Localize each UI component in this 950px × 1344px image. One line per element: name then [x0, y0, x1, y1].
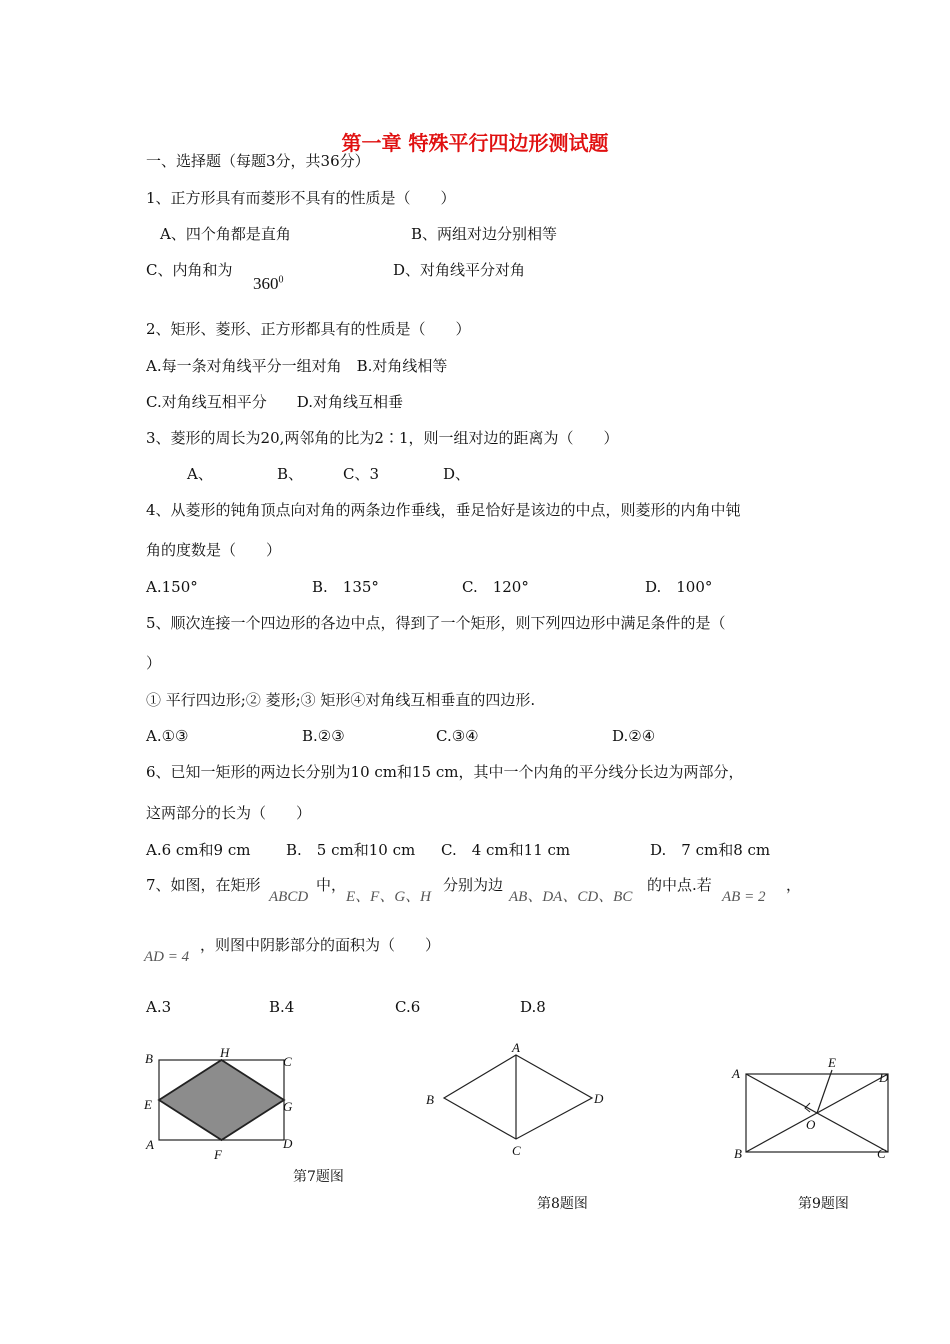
- q1-option-a: A、四个角都是直角: [160, 225, 291, 243]
- fig7-label-e: E: [144, 1097, 152, 1112]
- q6-stem-line1: 6、已知一矩形的两边长分别为10 cm和15 cm，其中一个内角的平分线分长边为两部分，: [146, 763, 744, 781]
- figure-7: [140, 1040, 310, 1165]
- fig7-label-g: G: [283, 1099, 293, 1114]
- q3-option-d: D、: [443, 465, 471, 483]
- q7-stem-part3: 分别为边: [443, 876, 504, 894]
- q4-option-a: A.150°: [146, 578, 198, 596]
- q2-stem: 2、矩形、菱形、正方形都具有的性质是（ ）: [146, 320, 471, 338]
- q5-option-c: C.③④: [436, 727, 479, 745]
- fig8-label-d: D: [594, 1091, 604, 1106]
- q7-option-d: D.8: [520, 998, 546, 1016]
- fig7-label-d: D: [283, 1136, 293, 1151]
- q7-stem-part5: ，: [786, 876, 802, 894]
- q5-option-b: B.②③: [302, 727, 345, 745]
- q5-option-a: A.①③: [146, 727, 189, 745]
- q5-conditions: ① 平行四边形;② 菱形;③ 矩形④对角线互相垂直的四边形.: [146, 691, 536, 709]
- q5-stem-line1: 5、顺次连接一个四边形的各边中点，得到了一个矩形，则下列四边形中满足条件的是（: [146, 614, 726, 632]
- q6-option-b: B. 5 cm和10 cm: [286, 841, 416, 859]
- q6-option-d: D. 7 cm和8 cm: [650, 841, 771, 859]
- fig7-label-b: B: [145, 1051, 153, 1066]
- figure-9: [728, 1055, 898, 1165]
- fig8-rhombus: [444, 1055, 592, 1139]
- fig9-label-b: B: [734, 1146, 742, 1161]
- q6-option-a: A.6 cm和9 cm: [146, 841, 251, 859]
- fig7-label-h: H: [220, 1045, 230, 1060]
- fig7-label-f: F: [214, 1147, 222, 1162]
- fig9-label-c: C: [877, 1146, 886, 1161]
- q1-option-b: B、两组对边分别相等: [411, 225, 558, 243]
- q1-option-d: D、对角线平分对角: [393, 261, 526, 279]
- figure-8: [420, 1035, 620, 1160]
- q7-option-b: B.4: [269, 998, 295, 1016]
- fig9-caption: 第9题图: [798, 1196, 849, 1212]
- q7-stem-part4: 的中点.若: [647, 876, 712, 894]
- q7-math-abcd: ABCD: [269, 889, 309, 905]
- fig8-label-b: B: [426, 1092, 434, 1107]
- fig7-caption: 第7题图: [293, 1169, 344, 1185]
- q6-option-c: C. 4 cm和11 cm: [441, 841, 571, 859]
- fig7-label-c: C: [283, 1054, 292, 1069]
- q2-options-cd: C.对角线互相平分 D.对角线互相垂: [146, 393, 403, 411]
- fig7-shaded-rhombus: [159, 1060, 284, 1140]
- q4-option-d: D. 100°: [645, 578, 713, 596]
- q7-stem-part6: ，则图中阴影部分的面积为（ ）: [200, 936, 441, 954]
- fig9-label-o: O: [806, 1117, 816, 1132]
- q4-option-c: C. 120°: [462, 578, 529, 596]
- fig8-label-c: C: [512, 1143, 521, 1158]
- q1-option-c: C、内角和为: [146, 261, 233, 279]
- q1-stem: 1、正方形具有而菱形不具有的性质是（ ）: [146, 189, 456, 207]
- q3-option-c: C、3: [343, 465, 380, 483]
- q4-stem-line2: 角的度数是（ ）: [146, 541, 282, 559]
- q7-option-a: A.3: [146, 998, 172, 1016]
- fig9-label-e: E: [828, 1055, 836, 1070]
- q7-math-midpoints: E、F、G、H: [346, 889, 431, 905]
- q3-stem: 3、菱形的周长为20,两邻角的比为2∶1，则一组对边的距离为（ ）: [146, 429, 619, 447]
- q7-math-ab: AB = 2: [722, 889, 766, 905]
- q5-stem-line2: ）: [146, 654, 162, 672]
- q4-option-b: B. 135°: [312, 578, 379, 596]
- q3-option-a: A、: [187, 465, 213, 483]
- q1-option-c-math: $360^0$: [253, 274, 284, 293]
- q5-option-d: D.②④: [612, 727, 656, 745]
- q6-stem-line2: 这两部分的长为（ ）: [146, 804, 312, 822]
- page-title: 第一章 特殊平行四边形测试题: [341, 131, 609, 155]
- q7-stem-part1: 7、如图，在矩形: [146, 876, 261, 894]
- fig8-label-a: A: [512, 1040, 520, 1055]
- fig9-label-d: D: [879, 1070, 889, 1085]
- fig8-caption: 第8题图: [537, 1196, 588, 1212]
- q7-option-c: C.6: [395, 998, 421, 1016]
- q7-stem-part2: 中，: [316, 876, 347, 894]
- fig9-label-a: A: [732, 1066, 740, 1081]
- q4-stem-line1: 4、从菱形的钝角顶点向对角的两条边作垂线，垂足恰好是该边的中点，则菱形的内角中钝: [146, 501, 741, 519]
- q7-math-ad: AD = 4: [144, 949, 190, 965]
- q2-options-ab: A.每一条对角线平分一组对角 B.对角线相等: [146, 357, 448, 375]
- q7-math-sides: AB、DA、CD、BC: [509, 889, 633, 905]
- fig7-label-a: A: [146, 1137, 154, 1152]
- q3-option-b: B、: [277, 465, 304, 483]
- section-heading: 一、选择题（每题3分，共36分）: [146, 152, 370, 170]
